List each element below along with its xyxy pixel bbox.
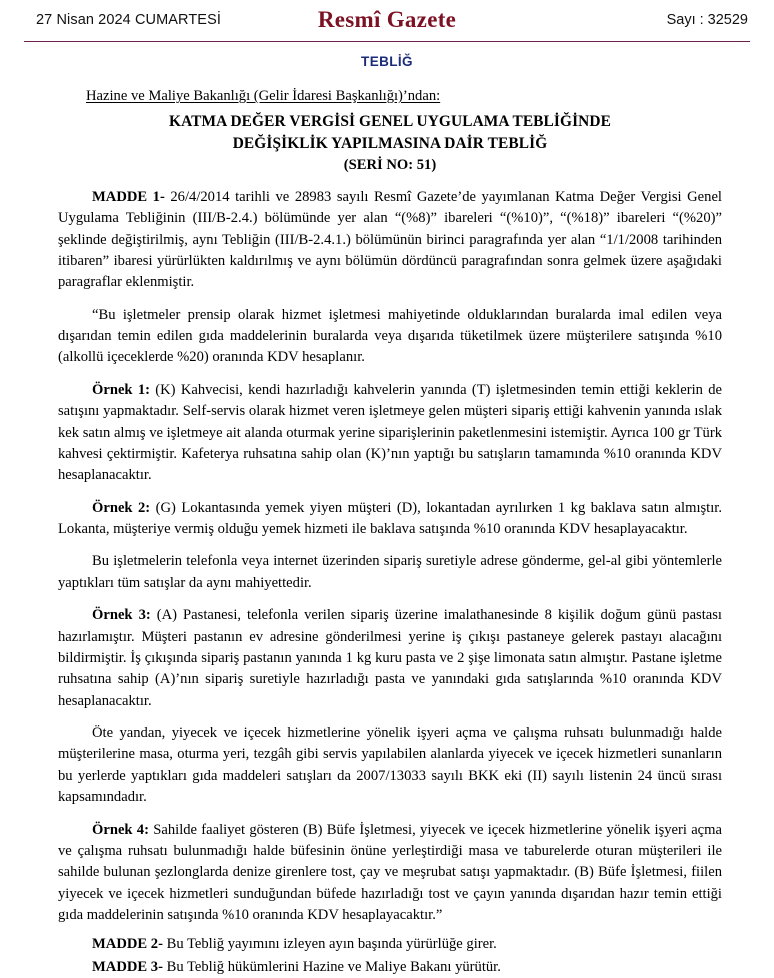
ornek-1-text: (K) Kahvecisi, kendi hazırladığı kahvelerin yanında (T) işletmesinden temin ettiği keklerin de satışını yapmaktadır. Self-servis olarak hizmet veren işletmeye gelen müşteri sipariş ettiği kahvenin yanında ıslak kek satın almış ve işletmeye ait alanda oturmak yerine siparişlerinin paketlenmesini istemiştir. Ayrıca 100 gr Türk kahvesi çektirmiştir. Kafeterya ruhsatına sahip olan (K)’nın yaptığı bu satışların tamamında %10 oranında KDV hesaplanacaktır.	[58, 381, 722, 484]
document-title-line-2: DEĞİŞİKLİK YAPILMASINA DAİR TEBLİĞ	[232, 134, 548, 152]
paragraph-ornek-2	[58, 487, 722, 541]
paragraph-ornek-1	[58, 369, 722, 487]
madde-1-text: 26/4/2014 tarihli ve 28983 sayılı Resmî Gazete’de yayımlanan Katma Değer Vergisi Genel Uygulama Tebliğinin (III/B-2.4.) bölümünde yer alan “(%8)” ibareleri “(%10)”, “(%18)” ibareleri “(%20)” şeklinde değiştirilmiş, aynı Tebliğin (III/B-2.4.1.) bölümünün birinci paragrafında yer alan “1/1/2008 tarihinden itibaren” ibaresi yürürlükten kaldırılmış ve aynı bölümün dördüncü paragrafından sonra gelmek üzere aşağıdaki paragraflar eklenmiştir.	[58, 188, 722, 291]
madde-1-label: MADDE 1-	[92, 188, 165, 205]
madde-3-text: Bu Tebliğ hükümlerini Hazine ve Maliye Bakanı yürütür.	[162, 958, 501, 975]
paragraph-madde-2	[58, 933, 722, 955]
ornek-2-text: (G) Lokantasında yemek yiyen müşteri (D), lokantadan ayrılırken 1 kg baklava satın almıştır. Lokanta, müşteriye vermiş olduğu yemek hizmeti ile baklava satışında %10 oranında KDV hesaplayacaktır.	[58, 499, 722, 537]
section-heading-teblig: TEBLİĞ	[361, 54, 413, 69]
issuing-authority: Hazine ve Maliye Bakanlığı (Gelir İdaresi Başkanlığı)’ndan:	[86, 88, 441, 104]
ornek-2-label: Örnek 2:	[92, 499, 151, 516]
gazette-title: Resmî Gazete	[317, 7, 457, 32]
madde-3-label: MADDE 3-	[92, 958, 163, 975]
gazette-issue-number: Sayı : 32529	[666, 12, 748, 28]
masthead-divider	[24, 41, 750, 42]
document-title-line-1: KATMA DEĞER VERGİSİ GENEL UYGULAMA TEBLİĞİNDE	[169, 113, 611, 130]
gazette-date: 27 Nisan 2024 CUMARTESİ	[36, 12, 221, 28]
paragraph-madde-1	[58, 174, 722, 294]
paragraph-quoted-intro: “Bu işletmeler prensip olarak hizmet işletmesi mahiyetinde olduklarından buralarda imal edilen veya dışarıdan temin edilen gıda maddelerinin buralarda veya dışarıda tüketilmek üzere müşterilere satışında %10 (alkollü içeceklerde %20) oranında KDV hesaplanır.	[58, 306, 722, 366]
paragraph-ornek-4	[58, 809, 722, 927]
ornek-4-label: Örnek 4:	[92, 821, 149, 838]
paragraph-telefon-internet: Bu işletmelerin telefonla veya internet üzerinden sipariş suretiyle adrese gönderme, gel-al gibi yöntemlerle yaptıkları tüm satışlar da aynı mahiyettedir.	[58, 553, 722, 591]
madde-2-text: Bu Tebliğ yayımını izleyen ayın başında yürürlüğe girer.	[162, 936, 497, 953]
closing-articles	[58, 926, 722, 978]
ornek-3-label: Örnek 3:	[92, 607, 151, 624]
ornek-4-text: Sahilde faaliyet gösteren (B) Büfe İşletmesi, yiyecek ve içecek hizmetlerine yönelik işyeri açma ve çalışma ruhsatı bulunmadığı halde büfesinin önüne yerleştirdiği masa ve taburelerde oturan müşterileri ile sahilde bulunan şezlonglarda denize girenlere tost, çay ve meşrubat satışı yapmaktadır. (B) Büfe İşletmesi, fiilen yiyecek ve içecek hizmetleri sunduğundan büfede hazırladığı tost ve çayın yanında dışarıdan hazır temin ettiği gıda maddelerinin satışında %10 oranında KDV hesaplayacaktır.”	[58, 821, 722, 923]
ornek-3-text: (A) Pastanesi, telefonla verilen sipariş üzerine imalathanesinde 8 kişilik doğum günü pastası hazırlamıştır. Müşteri pastanın ev adresine gönderilmesi yerine iş çıkışı pastaneye gelerek pastayı alacağını bildirmiştir. İş çıkışında sipariş pastanın yanında 1 kg kuru pasta ve 2 şişe limonata satın almıştır. Pastane işletme ruhsatına sahip (A)’nın sipariş suretiyle hazırladığı pasta ve yanındaki gıda satışlarında %10 oranında KDV hesaplanacaktır.	[58, 607, 722, 709]
document-serial-number: (SERİ NO: 51)	[343, 156, 437, 173]
ornek-1-label: Örnek 1:	[92, 381, 150, 398]
document-title	[58, 111, 722, 155]
paragraph-ote-yandan: Öte yandan, yiyecek ve içecek hizmetlerine yönelik işyeri açma ve çalışma ruhsatı bulunmadığı halde müşterilerine masa, oturma yeri, tezgâh gibi servis yapılabilen alanlarda yiyecek ve içecek hizmetleri sunanların bu yerlerde yaptıkları gıda maddeleri satışları da 2007/13033 sayılı BKK eki (II) sayılı listenin 24 üncü sırası kapsamındadır.	[58, 725, 722, 806]
madde-2-label: MADDE 2-	[92, 936, 163, 953]
paragraph-ornek-3	[58, 594, 722, 712]
paragraph-madde-3	[58, 956, 722, 978]
document-body	[58, 88, 722, 978]
masthead	[14, 0, 760, 40]
